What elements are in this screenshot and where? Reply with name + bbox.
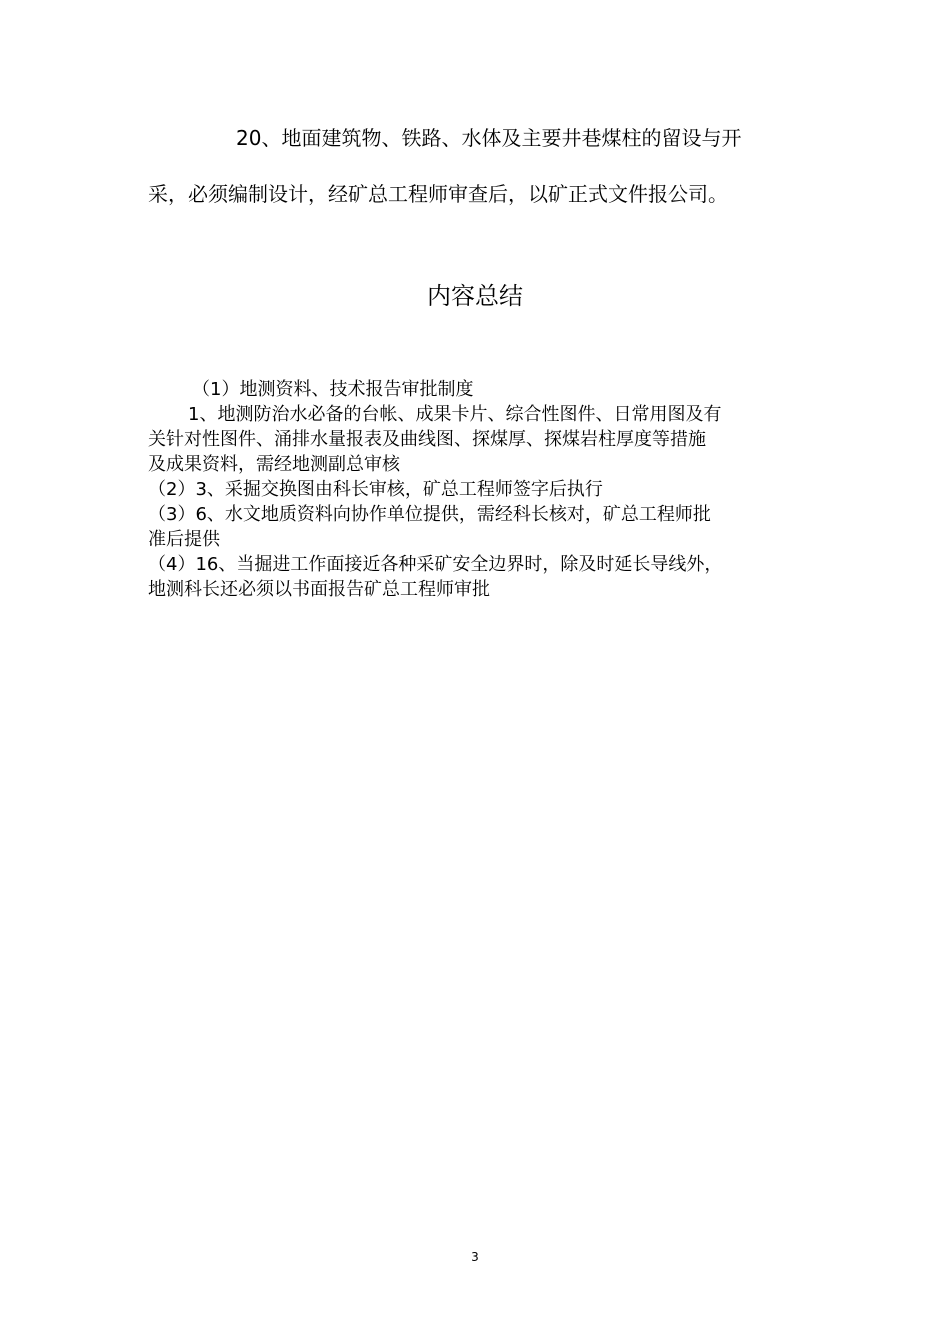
paragraph-20 [148,110,800,222]
summary-line: （3）6、水文地质资料向协作单位提供，需经科长核对，矿总工程师批 [148,504,711,525]
summary-line: 地测科长还必须以书面报告矿总工程师审批 [148,579,490,600]
summary-line: 及成果资料，需经地测副总审核 [148,454,400,475]
page-number: 3 [471,1250,479,1264]
summary-line: 关针对性图件、涌排水量报表及曲线图、探煤厚、探煤岩柱厚度等措施 [148,429,706,450]
summary-line: （4）16、当掘进工作面接近各种采矿安全边界时，除及时延长导线外， [148,554,723,575]
paragraph-20-line-1: 20、地面建筑物、铁路、水体及主要井巷煤柱的留设与开 [236,126,742,150]
summary-body [148,377,808,602]
summary-line: 准后提供 [148,529,220,550]
summary-line: （1）地测资料、技术报告审批制度 [192,379,474,400]
summary-line: （2）3、采掘交换图由科长审核，矿总工程师签字后执行 [148,479,603,500]
summary-line: 1、地测防治水必备的台帐、成果卡片、综合性图件、日常用图及有 [188,404,722,425]
paragraph-20-line-2: 采，必须编制设计，经矿总工程师审查后，以矿正式文件报公司。 [148,182,728,206]
summary-heading: 内容总结 [427,282,523,310]
